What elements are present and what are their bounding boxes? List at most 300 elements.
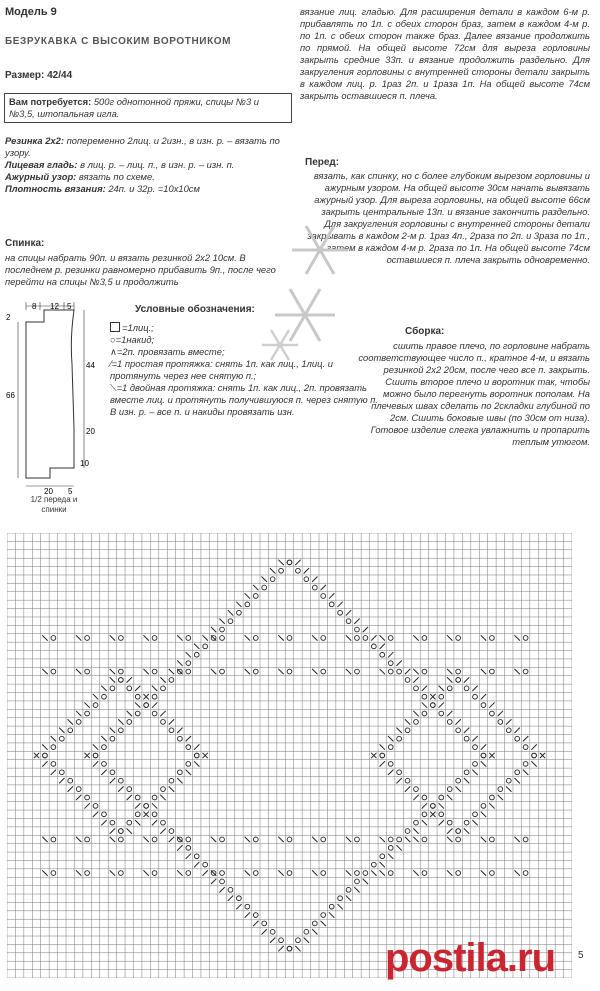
chart-yarn-over [102, 812, 107, 817]
chart-yarn-over [59, 736, 64, 741]
back-heading: Спинка: [5, 238, 45, 249]
chart-yarn-over [253, 837, 258, 842]
chart-yarn-over [93, 804, 98, 809]
chart-yarn-over [279, 568, 284, 573]
chart-decrease [278, 560, 283, 565]
chart-decrease [93, 761, 98, 766]
chart-decrease [472, 770, 477, 775]
dim-right-upper: 44 [86, 361, 95, 370]
chart-decrease [439, 686, 444, 691]
chart-decrease [59, 728, 64, 733]
chart-decrease [93, 812, 98, 817]
materials-label: Вам потребуется: [9, 96, 92, 107]
chart-yarn-over [51, 837, 56, 842]
chart-yarn-over [346, 619, 351, 624]
chart-yarn-over [135, 795, 140, 800]
chart-yarn-over [161, 787, 166, 792]
chart-yarn-over [397, 837, 402, 842]
chart-yarn-over [220, 837, 225, 842]
chart-decrease [169, 719, 174, 724]
chart-yarn-over [169, 829, 174, 834]
chart-yarn-over [329, 602, 334, 607]
chart-yarn-over [447, 787, 452, 792]
chart-yarn-over [490, 636, 495, 641]
chart-yarn-over [321, 837, 326, 842]
chart-decrease [380, 669, 385, 674]
chart-yarn-over [186, 745, 191, 750]
chart-yarn-over [388, 845, 393, 850]
chart-decrease [202, 635, 207, 640]
chart-yarn-over [152, 669, 157, 674]
chart-yarn-over [430, 804, 435, 809]
chart-decrease [278, 946, 283, 951]
chart-decrease [523, 736, 528, 741]
chart-decrease [51, 770, 56, 775]
chart-yarn-over [371, 862, 376, 867]
chart-decrease [68, 786, 73, 791]
chart-decrease [135, 820, 140, 825]
chart-decrease [76, 711, 81, 716]
chart-yarn-over [253, 871, 258, 876]
chart-decrease [127, 677, 132, 682]
chart-yarn-over [110, 770, 115, 775]
chart-decrease [152, 803, 157, 808]
chart-decrease [186, 854, 191, 859]
chart-yarn-over [220, 627, 225, 632]
legend-heading: Условные обозначения: [135, 304, 255, 315]
chart-decrease [76, 669, 81, 674]
chart-decrease [312, 576, 317, 581]
chart-decrease [177, 870, 182, 875]
chart-yarn-over [439, 694, 444, 699]
chart-decrease [531, 761, 536, 766]
chart-decrease [135, 686, 140, 691]
chart-decrease [253, 585, 258, 590]
chart-decrease [143, 669, 148, 674]
chart-decrease [481, 870, 486, 875]
chart-yarn-over [388, 636, 393, 641]
chart-decrease [177, 845, 182, 850]
def-text: попеременно 2лиц. и 2изн., в изн. р. – вязать по узору. [5, 135, 280, 158]
chart-decrease [472, 686, 477, 691]
chart-decrease [422, 686, 427, 691]
chart-yarn-over [102, 694, 107, 699]
chart-yarn-over [186, 837, 191, 842]
chart-decrease [169, 669, 174, 674]
chart-decrease [110, 837, 115, 842]
chart-yarn-over [152, 871, 157, 876]
chart-yarn-over [220, 636, 225, 641]
chart-yarn-over [93, 753, 98, 758]
chart-yarn-over [464, 820, 469, 825]
chart-decrease [59, 778, 64, 783]
chart-decrease [380, 744, 385, 749]
chart-decrease [405, 786, 410, 791]
chart-decrease [346, 610, 351, 615]
chart-yarn-over [51, 871, 56, 876]
chart-yarn-over [388, 661, 393, 666]
chart-decrease [101, 686, 106, 691]
chart-decrease [101, 736, 106, 741]
chart-decrease [278, 669, 283, 674]
chart-yarn-over [245, 602, 250, 607]
chart-yarn-over [397, 770, 402, 775]
chart-yarn-over [186, 669, 191, 674]
chart-decrease [312, 837, 317, 842]
chart-yarn-over [186, 762, 191, 767]
chart-decrease [219, 618, 224, 623]
chart-yarn-over [110, 736, 115, 741]
knit-symbol-icon [110, 322, 120, 332]
chart-decrease [481, 744, 486, 749]
chart-decrease [396, 778, 401, 783]
chart-decrease [380, 761, 385, 766]
chart-decrease [143, 635, 148, 640]
chart-yarn-over [304, 929, 309, 934]
back-text: на спицы набрать 90п. и вязать резинкой 2х2 10см. В последнем р. резинки равномерно прибавить 9п., после чего перейти на спицы №3,5 и продолжить [5, 252, 276, 287]
chart-decrease [329, 593, 334, 598]
chart-decrease [278, 635, 283, 640]
chart-yarn-over [43, 753, 48, 758]
dim-top: 5 [67, 302, 72, 311]
chart-decrease [42, 761, 47, 766]
chart-decrease [489, 803, 494, 808]
chart-yarn-over [203, 862, 208, 867]
chart-decrease [371, 870, 376, 875]
chart-yarn-over [355, 627, 360, 632]
chart-decrease [413, 828, 418, 833]
chart-yarn-over [405, 678, 410, 683]
chart-yarn-over [515, 736, 520, 741]
chart-decrease [152, 820, 157, 825]
chart-yarn-over [397, 736, 402, 741]
chart-decrease [489, 702, 494, 707]
chart-decrease [388, 770, 393, 775]
legend-note: В изн. р. – все п. и накиды провязать изн. [110, 406, 295, 417]
chart-decrease [84, 803, 89, 808]
def-term: Ажурный узор: [5, 171, 77, 182]
chart-yarn-over [473, 762, 478, 767]
chart-yarn-over [135, 694, 140, 699]
chart-yarn-over [312, 921, 317, 926]
chart-yarn-over [270, 577, 275, 582]
double-slip-icon: ⟍ [110, 382, 117, 393]
pattern-schematic [0, 298, 110, 498]
def-term: Лицевая гладь: [5, 159, 78, 170]
chart-decrease [447, 677, 452, 682]
chart-decrease [118, 719, 123, 724]
chart-yarn-over [473, 812, 478, 817]
chart-decrease [278, 870, 283, 875]
chart-decrease [101, 820, 106, 825]
chart-decrease [396, 845, 401, 850]
chart-yarn-over [355, 879, 360, 884]
chart-yarn-over [102, 745, 107, 750]
chart-yarn-over [312, 585, 317, 590]
chart-yarn-over [498, 720, 503, 725]
size-label: Размер: 42/44 [5, 70, 73, 81]
chart-yarn-over [118, 829, 123, 834]
chart-yarn-over [523, 762, 528, 767]
chart-yarn-over [430, 703, 435, 708]
chart-yarn-over [152, 636, 157, 641]
chart-decrease [346, 896, 351, 901]
chart-decrease [447, 711, 452, 716]
chart-decrease [42, 870, 47, 875]
chart-yarn-over [51, 745, 56, 750]
chart-yarn-over [245, 904, 250, 909]
chart-yarn-over [388, 669, 393, 674]
chart-yarn-over [380, 652, 385, 657]
chart-decrease [127, 711, 132, 716]
chart-yarn-over [127, 787, 132, 792]
chart-yarn-over [296, 568, 301, 573]
chart-decrease [312, 635, 317, 640]
slip-pass-icon: ⁄ [110, 358, 112, 369]
chart-yarn-over [203, 644, 208, 649]
chart-decrease [127, 795, 132, 800]
chart-decrease [455, 786, 460, 791]
chart-decrease [76, 635, 81, 640]
chart-yarn-over [287, 560, 292, 565]
chart-decrease [405, 837, 410, 842]
assembly-heading: Сборка: [405, 326, 445, 337]
k2tog-icon: ∧ [110, 346, 117, 357]
chart-decrease [481, 812, 486, 817]
chart-decrease [447, 870, 452, 875]
chart-decrease [152, 702, 157, 707]
chart-yarn-over [152, 711, 157, 716]
chart-yarn-over [287, 669, 292, 674]
chart-decrease [514, 837, 519, 842]
chart-decrease [481, 694, 486, 699]
chart-decrease [76, 870, 81, 875]
chart-decrease [211, 627, 216, 632]
chart-decrease [447, 837, 452, 842]
chart-yarn-over [473, 694, 478, 699]
chart-decrease [228, 610, 233, 615]
chart-decrease [396, 660, 401, 665]
chart-decrease [354, 618, 359, 623]
chart-yarn-over [152, 812, 157, 817]
front-heading: Перед: [305, 157, 340, 168]
chart-decrease [211, 879, 216, 884]
chart-yarn-over [447, 820, 452, 825]
chart-decrease [439, 803, 444, 808]
chart-yarn-over [85, 837, 90, 842]
chart-yarn-over [355, 669, 360, 674]
chart-decrease [439, 820, 444, 825]
chart-yarn-over [490, 871, 495, 876]
chart-yarn-over [388, 837, 393, 842]
chart-yarn-over [422, 812, 427, 817]
chart-yarn-over [118, 636, 123, 641]
chart-yarn-over [464, 736, 469, 741]
chart-decrease [110, 677, 115, 682]
chart-yarn-over [85, 795, 90, 800]
chart-yarn-over [228, 887, 233, 892]
chart-yarn-over [169, 728, 174, 733]
chart-yarn-over [439, 812, 444, 817]
chart-decrease [413, 669, 418, 674]
chart-decrease [447, 635, 452, 640]
front-text: вязать, как спинку, но с более глубоким вырезом горловины и ажурным узором. На общей высоте 30см начать вывязать ажурный узор. Для выреза горловины, на общей высоте 66см закрыть центральные 13п. и вязание закончить раздельно. Для закругления горловины с внутренней стороны детали закрывать в каждом 2-м р. 1раз 4п., 2раза по 2п. и 3раза по 1п., затем в каждом 4-м р. 2раза по 1п. На общей высоте 74см оставшиеся п. плеча закрыть одновременно. [307, 170, 590, 265]
chart-yarn-over [321, 636, 326, 641]
chart-yarn-over [220, 669, 225, 674]
chart-decrease [101, 770, 106, 775]
chart-decrease [245, 912, 250, 917]
dim-top: 12 [50, 302, 59, 311]
knitting-chart [7, 533, 572, 978]
chart-yarn-over [186, 845, 191, 850]
chart-decrease [413, 711, 418, 716]
chart-decrease [422, 820, 427, 825]
chart-yarn-over [253, 669, 258, 674]
chart-yarn-over [321, 594, 326, 599]
chart-decrease [194, 644, 199, 649]
chart-yarn-over [85, 871, 90, 876]
chart-decrease [194, 761, 199, 766]
chart-yarn-over [473, 745, 478, 750]
chart-yarn-over [447, 720, 452, 725]
def-text: в лиц. р. – лиц. п., в изн. р. – изн. п. [77, 159, 235, 170]
legend-item: =1накид; [115, 334, 155, 345]
chart-yarn-over [135, 711, 140, 716]
chart-decrease [514, 870, 519, 875]
chart-decrease [447, 828, 452, 833]
chart-yarn-over [270, 929, 275, 934]
chart-decrease [346, 870, 351, 875]
chart-yarn-over [220, 871, 225, 876]
chart-decrease [169, 837, 174, 842]
chart-decrease [42, 837, 47, 842]
chart-decrease [245, 870, 250, 875]
chart-yarn-over [363, 871, 368, 876]
chart-decrease [498, 711, 503, 716]
chart-yarn-over [481, 804, 486, 809]
legend-item: =1лиц.; [122, 322, 154, 333]
chart-yarn-over [237, 610, 242, 615]
chart-yarn-over [237, 896, 242, 901]
chart-yarn-over [118, 837, 123, 842]
chart-decrease [354, 887, 359, 892]
chart-decrease [228, 896, 233, 901]
chart-yarn-over [355, 837, 360, 842]
dim-right-low: 10 [80, 459, 89, 468]
chart-decrease [388, 854, 393, 859]
chart-yarn-over [506, 728, 511, 733]
chart-decrease [472, 820, 477, 825]
chart-yarn-over [490, 711, 495, 716]
chart-yarn-over [93, 703, 98, 708]
chart-yarn-over [127, 720, 132, 725]
chart-yarn-over [127, 820, 132, 825]
chart-decrease [93, 744, 98, 749]
chart-decrease [262, 576, 267, 581]
chart-yarn-over [422, 871, 427, 876]
chart-yarn-over [76, 787, 81, 792]
chart-decrease [160, 677, 165, 682]
chart-decrease [346, 837, 351, 842]
chart-decrease [472, 736, 477, 741]
chart-yarn-over [287, 946, 292, 951]
chart-yarn-over [118, 669, 123, 674]
chart-yarn-over [422, 669, 427, 674]
chart-yarn-over [506, 778, 511, 783]
chart-decrease [321, 585, 326, 590]
chart-decrease [262, 929, 267, 934]
chart-decrease [177, 778, 182, 783]
legend-item: =1 простая протяжка: снять 1п. как лиц., 1лиц. и протянуть через нее снятую п.; [110, 358, 333, 381]
chart-decrease [380, 862, 385, 867]
dim-left: 66 [6, 391, 15, 400]
chart-decrease [253, 921, 258, 926]
chart-decrease [422, 803, 427, 808]
chart-yarn-over [85, 669, 90, 674]
chart-yarn-over [414, 686, 419, 691]
chart-yarn-over [456, 837, 461, 842]
chart-yarn-over [68, 778, 73, 783]
materials-text: 500г однотонной пряжи, спицы №3 и №3,5, штопальная игла. [9, 96, 259, 119]
chart-decrease [169, 786, 174, 791]
chart-decrease [211, 669, 216, 674]
chart-decrease [346, 669, 351, 674]
chart-decrease [42, 669, 47, 674]
chart-yarn-over [414, 720, 419, 725]
chart-decrease [245, 837, 250, 842]
chart-yarn-over [532, 753, 537, 758]
chart-yarn-over [161, 820, 166, 825]
dim-left-small: 2 [6, 313, 11, 322]
chart-yarn-over [194, 753, 199, 758]
dim-bottom: 20 [44, 487, 53, 496]
chart-yarn-over [110, 686, 115, 691]
chart-yarn-over [161, 720, 166, 725]
chart-decrease [447, 795, 452, 800]
chart-decrease [51, 736, 56, 741]
chart-yarn-over [152, 837, 157, 842]
chart-decrease [245, 669, 250, 674]
chart-yarn-over [346, 887, 351, 892]
chart-decrease [304, 568, 309, 573]
chart-decrease [337, 602, 342, 607]
chart-yarn-over [414, 787, 419, 792]
chart-decrease [312, 870, 317, 875]
chart-decrease [135, 803, 140, 808]
chart-decrease [76, 837, 81, 842]
chart-decrease [312, 669, 317, 674]
chart-yarn-over [515, 770, 520, 775]
chart-yarn-over [355, 871, 360, 876]
chart-decrease [118, 786, 123, 791]
chart-decrease [321, 921, 326, 926]
continuation-text: вязание лиц. гладью. Для расширения детали в каждом 6-м р. прибавлять по 1п. с обеих сторон браз, затем в каждом 4-м р. по 1п. с обеих сторон также браз. Далее вязание продолжить по прямой. На общей высоте 72см для выреза горловины закрыть средние 33п. и вязание продолжить раздельно. Для закругления горловины с внутренней стороны детали закрыть в каждом лиц. р. 1раз 2п. и 1раза 1п. На общей высоте 74см закрыть оставшиеся п. плеча. [300, 6, 590, 101]
chart-decrease [506, 719, 511, 724]
chart-yarn-over [296, 938, 301, 943]
chart-decrease [295, 946, 300, 951]
chart-yarn-over [68, 728, 73, 733]
chart-yarn-over [152, 795, 157, 800]
chart-decrease [481, 761, 486, 766]
chart-decrease [219, 887, 224, 892]
chart-yarn-over [127, 686, 132, 691]
chart-decrease [455, 719, 460, 724]
chart-decrease [405, 719, 410, 724]
chart-decrease [295, 560, 300, 565]
chart-yarn-over [253, 594, 258, 599]
chart-yarn-over [498, 787, 503, 792]
chart-yarn-over [51, 669, 56, 674]
